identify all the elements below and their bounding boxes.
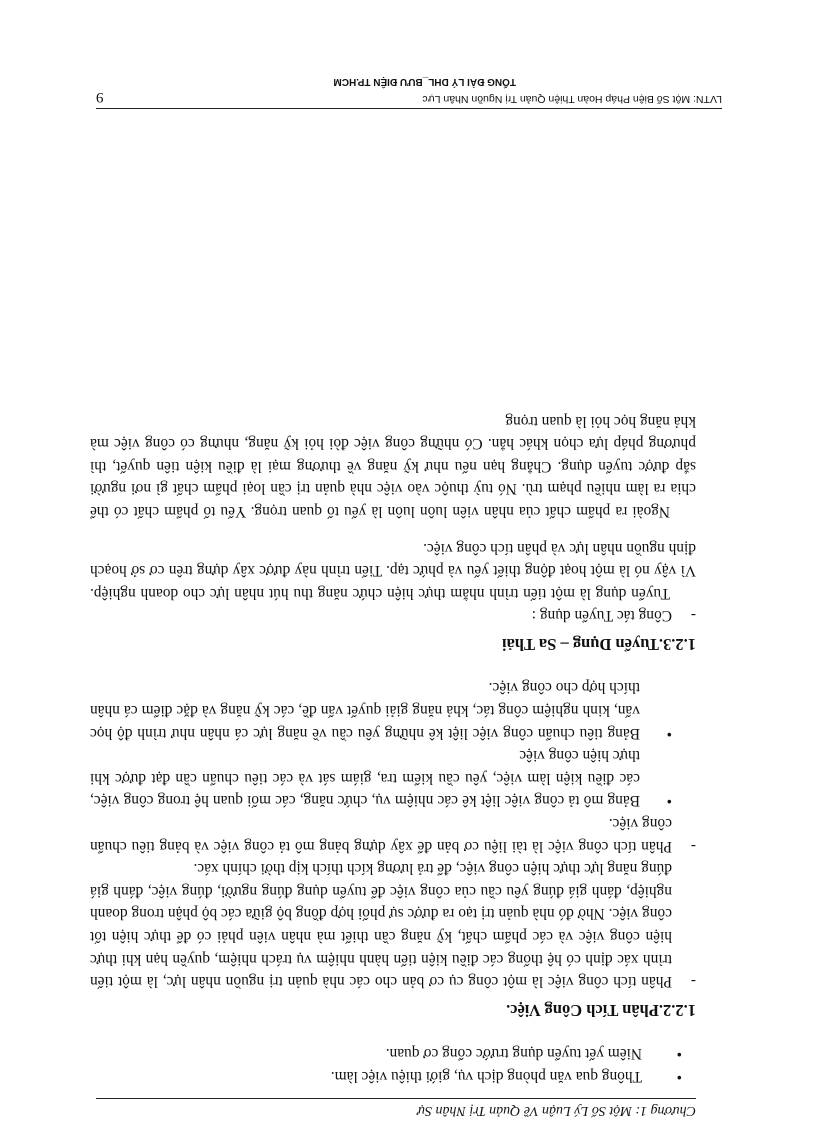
paragraph-text: Ngoài ra phẩm chất của nhân viên luôn luôn là yếu tố quan trọng. Yếu tố phẩm chất có thể chia ra làm nhiều phạm trù. Nó tuỳ thuộc vào việc nhà quản trị cần loại phẩm chất gì nơi người sắp được tuyển dụng. Chẳng hạn nếu như kỹ năng về thương mại là điều kiện tiên quyết, thì phương pháp lựa chọn khác hẳn. Có những công việc đòi hỏi kỹ năng, nhưng có công việc mà khả năng học hỏi là quan trọng <box>90 412 696 520</box>
dash-marker: - <box>690 973 696 991</box>
bullet-item <box>90 1064 682 1087</box>
page-number: 9 <box>96 89 104 105</box>
chapter-title: Chương 1: Một Số Lý Luận Về Quản Trị Nhân Sự <box>417 1103 696 1118</box>
section-heading-recruitment: 1.2.3.Tuyển Dụng – Sa Thải <box>502 634 696 654</box>
section-heading-job-analysis: 1.2.2.Phân Tích Công Việc. <box>506 1000 696 1020</box>
paragraph-text: Phân tích công việc là tài liệu cơ bản để xây dựng bảng mô tả công việc và bảng tiêu chuẩn công việc. <box>90 815 672 855</box>
paragraph <box>90 811 696 856</box>
thesis-title: LVTN: Một Số Biện Pháp Hoàn Thiện Quản Trị Nguồn Nhân Lực <box>422 93 722 105</box>
footer-rule <box>96 108 722 109</box>
paragraph <box>90 857 696 993</box>
page-body <box>90 409 696 1087</box>
bullet-item <box>90 1042 682 1065</box>
bullet-marker: • <box>666 792 672 810</box>
header-rule <box>96 1098 696 1099</box>
page-footer <box>96 74 722 109</box>
sub-heading: Công tác Tuyển dụng : <box>531 607 672 625</box>
sub-bullet <box>90 744 672 812</box>
paragraph-text: Phân tích công việc là một công cụ cơ bản cho các nhà quản trị nguồn nhân lực, là một tiến trình xác định có hệ thống các điều kiện tiến hành nhiệm vụ trách nhiệm, quyền hạn khi thực hiện công việc và các phẩm chất, kỹ năng cần thiết mà nhân viên phải có để thực hiện tốt công việc. Nhờ đó nhà quản trị tạo ra được sự phối hợp đồng bộ giữa các bộ phận trong doanh nghiệp, đánh giá đúng yêu cầu của công việc để tuyển dụng đúng người, đúng việc, đánh giá đúng năng lực thực hiện công việc, để trả lương kích thích kịp thời chính xác. <box>90 860 672 991</box>
page-header <box>96 1102 696 1118</box>
dash-marker: - <box>690 837 696 855</box>
sub-bullet-text: Bảng tiêu chuẩn công việc liệt kê những yêu cầu về năng lực cá nhân như trình độ học vấn, kinh nghiệm công tác, khả năng giải quyết vấn đề, các kỹ năng và đặc điểm cá nhân thích hợp cho công việc. <box>90 679 640 742</box>
bullet-text: Thông qua văn phòng dịch vụ, giới thiệu việc làm. <box>330 1068 642 1085</box>
dash-marker: - <box>690 607 696 625</box>
bullet-marker: • <box>676 1068 682 1085</box>
paragraph <box>90 604 696 627</box>
sub-bullet-text: Bảng mô tả công việc liệt kê các nhiệm vụ, chức năng, các mối quan hệ trong công việc, các điều kiện làm việc, yêu cầu kiểm tra, giám sát và các tiêu chuẩn cần đạt được khi thực hiện công việc <box>90 747 640 810</box>
bullet-text: Niêm yết tuyển dụng trước cổng cơ quan. <box>385 1045 642 1063</box>
bullet-marker: • <box>676 1045 682 1063</box>
bullet-marker: • <box>666 724 672 742</box>
school-line: TỔNG ĐÀI LÝ DHL_BƯU ĐIỆN TP.HCM <box>333 76 516 87</box>
paragraph-text: Tuyển dụng là một tiến trình nhằm thực hiện chức năng thu hút nhân lực cho doanh nghiệp. Vì vậy nó là một hoạt động thiết yếu và phức tạp. Tiến trình này được xây dựng trên cơ sở hoạch định nguồn nhân lực và phân tích công việc. <box>90 539 696 602</box>
sub-bullet <box>90 676 672 744</box>
